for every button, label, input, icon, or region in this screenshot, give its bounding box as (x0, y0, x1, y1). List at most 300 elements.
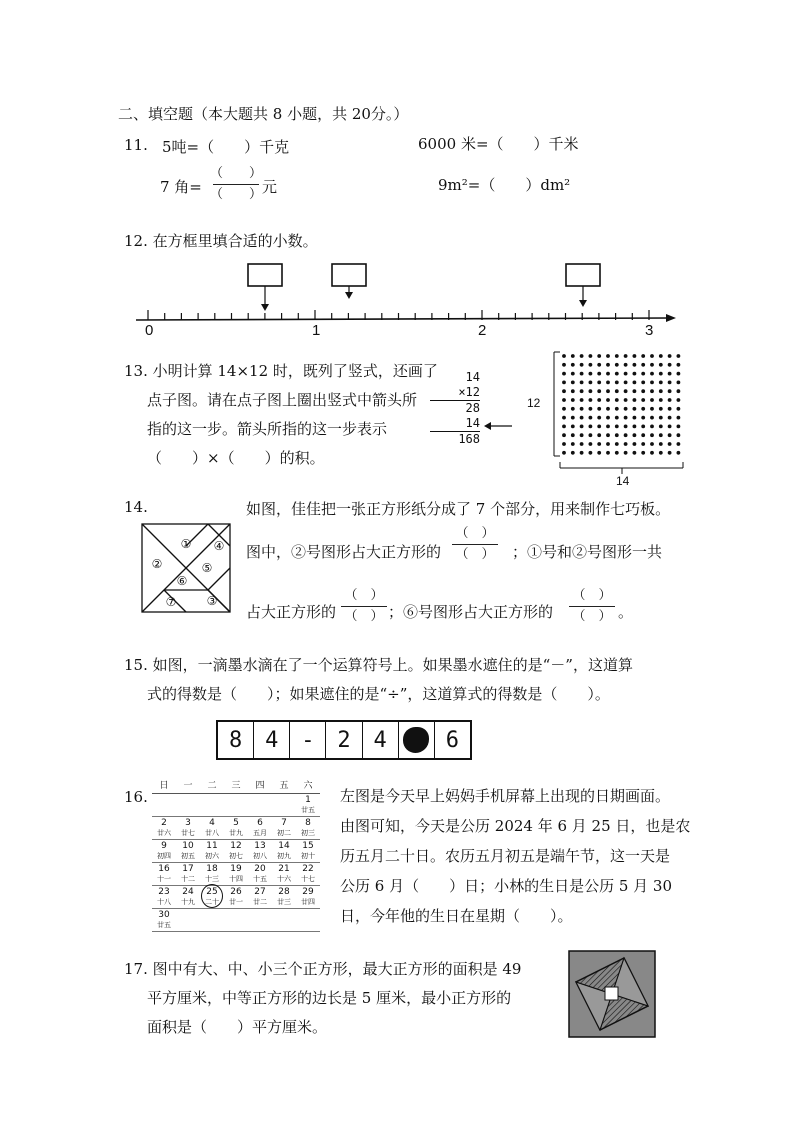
q16-line2: 由图可知，今天是公历 2024 年 6 月 25 日，也是农 (340, 817, 691, 835)
dot (668, 433, 672, 437)
calendar-day (176, 794, 200, 816)
calendar-day: 9 初四 (157, 841, 171, 860)
dot (659, 451, 663, 455)
dot-array-row-count: 12 (527, 396, 541, 410)
q16-line3: 历五月二十日。农历五月初五是端午节，这一天是 (340, 847, 671, 865)
dot (580, 451, 584, 455)
dot (615, 372, 619, 376)
calendar-day: 3 廿七 (181, 818, 195, 837)
answer-box-3 (566, 264, 600, 286)
fraction-denominator: （ ） (455, 547, 495, 562)
fraction-denominator: （ ） (210, 187, 263, 202)
dot (562, 433, 566, 437)
dot (668, 389, 672, 393)
dot (589, 433, 593, 437)
calendar-day: 4 廿八 (205, 818, 219, 837)
calendar-day: 1 廿五 (301, 795, 315, 814)
calendar-day: 6 五月 (253, 818, 267, 837)
dot (589, 354, 593, 358)
dot (580, 363, 584, 367)
dot (606, 381, 610, 385)
dot (633, 425, 637, 429)
vert-row: 14 (465, 370, 480, 384)
calendar-day: 17 十二 (181, 864, 195, 883)
dot (677, 407, 681, 411)
dot (633, 398, 637, 402)
dot (668, 381, 672, 385)
dot (571, 398, 575, 402)
q11-sqm-to-sqdm: 9m²=（ ）dm² (438, 176, 571, 194)
calendar-week-row (152, 840, 320, 863)
number-line-label-1: 1 (312, 322, 321, 339)
dot (589, 425, 593, 429)
fraction-numerator: （ ） (455, 526, 495, 541)
tangram-piece-1: ① (180, 537, 192, 551)
dot (650, 433, 654, 437)
tangram-piece-7: ⑦ (165, 595, 177, 609)
dot (571, 407, 575, 411)
dot (624, 398, 628, 402)
calendar-day (200, 794, 224, 816)
dot (650, 372, 654, 376)
number-line (0, 0, 794, 350)
calendar-weekday: 五 (279, 781, 289, 791)
dot (650, 381, 654, 385)
calendar-day: 13 初八 (253, 841, 267, 860)
dot (615, 451, 619, 455)
q16-line1: 左图是今天早上妈妈手机屏幕上出现的日期画面。 (340, 787, 671, 805)
dot (624, 381, 628, 385)
dot (580, 354, 584, 358)
calendar-week-row (152, 863, 320, 886)
dot (624, 389, 628, 393)
dot (677, 372, 681, 376)
calendar-day: 7 初二 (277, 818, 291, 837)
dot (615, 407, 619, 411)
expression-strip (216, 720, 472, 760)
calendar-day (224, 794, 248, 816)
dot (641, 416, 645, 420)
vertical-multiplication (430, 370, 480, 447)
dot (606, 389, 610, 393)
dot (633, 442, 637, 446)
calendar-day: 21 十六 (277, 864, 291, 883)
dot (668, 416, 672, 420)
q12-prompt: 12. 在方框里填合适的小数。 (124, 232, 318, 250)
calendar-week-row (152, 817, 320, 840)
dot (615, 381, 619, 385)
dot (641, 425, 645, 429)
dot (580, 372, 584, 376)
dot (650, 407, 654, 411)
dot (624, 416, 628, 420)
dot (597, 416, 601, 420)
dot (650, 398, 654, 402)
section-title: 二、填空题（本大题共 8 小题，共 20分。） (118, 105, 409, 123)
fraction-numerator: （ ） (344, 588, 384, 603)
dot (624, 425, 628, 429)
today-circle-icon (201, 884, 223, 908)
dot (580, 398, 584, 402)
q11-number: 11. (124, 136, 148, 154)
dot (641, 407, 645, 411)
q15-line1: 15. 如图，一滴墨水滴在了一个运算符号上。如果墨水遮住的是“－”，这道算 (124, 656, 633, 674)
ink-blot-icon (403, 727, 429, 753)
dot (633, 433, 637, 437)
calendar-day: 20 十五 (253, 864, 267, 883)
q11-m-to-km: 6000 米=（ ）千米 (418, 135, 579, 153)
calendar-day: 23 十八 (157, 887, 171, 906)
q13-line4: （ ）×（ ）的积。 (147, 449, 325, 467)
q16-line4: 公历 6 月（ ）日；小林的生日是公历 5 月 30 (340, 877, 673, 895)
calendar-week-row (152, 886, 320, 909)
dot (659, 433, 663, 437)
q14-line3-c: 。 (618, 603, 634, 621)
dot (633, 451, 637, 455)
calendar-day: 24 十九 (181, 887, 195, 906)
expression-cell: 4 (363, 722, 399, 758)
dot (641, 381, 645, 385)
dot (624, 442, 628, 446)
dot (633, 381, 637, 385)
dot (589, 407, 593, 411)
dot (589, 398, 593, 402)
dot (580, 433, 584, 437)
fraction-denominator: （ ） (344, 609, 384, 624)
dot (677, 363, 681, 367)
q14-fraction-blank-3 (569, 588, 615, 625)
dot (668, 363, 672, 367)
dot (659, 416, 663, 420)
dot (677, 381, 681, 385)
dot (589, 381, 593, 385)
calendar-day: 26 廿一 (229, 887, 243, 906)
vert-row: ×12 (458, 385, 480, 399)
dot (597, 363, 601, 367)
dot (677, 425, 681, 429)
calendar-weekday: 二 (207, 781, 217, 791)
vert-row: 168 (430, 431, 480, 447)
q13-line1: 13. 小明计算 14×12 时，既列了竖式，还画了 (124, 362, 438, 380)
dot (580, 381, 584, 385)
dot (668, 354, 672, 358)
q17-line2: 平方厘米，中等正方形的边长是 5 厘米，最小正方形的 (147, 989, 512, 1007)
calendar-week-row (152, 909, 320, 932)
dot (650, 389, 654, 393)
dot (606, 433, 610, 437)
dot (597, 442, 601, 446)
q16-line5: 日，今年他的生日在星期（ ）。 (340, 907, 573, 925)
dot (677, 433, 681, 437)
dot (571, 389, 575, 393)
dot (562, 442, 566, 446)
dot (659, 354, 663, 358)
dot (597, 354, 601, 358)
q14-fraction-blank-2 (341, 588, 387, 625)
calendar-day (152, 794, 176, 816)
vert-row: 28 (430, 400, 480, 416)
fraction-denominator: （ ） (572, 609, 612, 624)
tangram-diagram (140, 522, 232, 614)
calendar-day: 11 初六 (205, 841, 219, 860)
expression-cell: 8 (218, 722, 254, 758)
tangram-piece-6: ⑥ (176, 574, 188, 588)
dot (659, 398, 663, 402)
q14-line3-a: 占大正方形的 (246, 603, 337, 621)
calendar-day: 15 初十 (301, 841, 315, 860)
calendar-day: 27 廿二 (253, 887, 267, 906)
dot (659, 372, 663, 376)
dot (615, 416, 619, 420)
ink-blot-cell (399, 722, 435, 758)
dot (677, 354, 681, 358)
expression-cell: 2 (326, 722, 362, 758)
dot (624, 363, 628, 367)
calendar-weekday: 三 (231, 781, 241, 791)
dot (580, 389, 584, 393)
dot (659, 363, 663, 367)
dot (580, 425, 584, 429)
dot (606, 354, 610, 358)
q17-line3: 面积是（ ）平方厘米。 (147, 1018, 328, 1036)
dot (597, 451, 601, 455)
dot (641, 398, 645, 402)
dot (668, 372, 672, 376)
dot (659, 442, 663, 446)
dot (606, 451, 610, 455)
dot (633, 389, 637, 393)
tangram-piece-2: ② (151, 557, 163, 571)
calendar-day (296, 909, 320, 931)
dot (597, 381, 601, 385)
dot (562, 416, 566, 420)
dot (659, 381, 663, 385)
calendar-day (272, 794, 296, 816)
dot (677, 442, 681, 446)
dot (641, 451, 645, 455)
q14-number: 14. (124, 498, 148, 516)
dot (641, 363, 645, 367)
q14-line2-a: 图中，②号图形占大正方形的 (246, 543, 442, 561)
calendar-day (272, 909, 296, 931)
dot (659, 425, 663, 429)
tangram-piece-3: ③ (206, 594, 218, 608)
dot (562, 354, 566, 358)
dot (650, 442, 654, 446)
calendar-day: 28 廿三 (277, 887, 291, 906)
calendar-day (176, 909, 200, 931)
dot (597, 433, 601, 437)
q14-line3-b: ；⑥号图形占大正方形的 (388, 603, 554, 621)
calendar-day: 10 初五 (181, 841, 195, 860)
dot (641, 433, 645, 437)
calendar-day (224, 909, 248, 931)
calendar-weekday: 六 (303, 781, 313, 791)
dot (659, 389, 663, 393)
calendar-weekday: 一 (183, 781, 193, 791)
dot (624, 451, 628, 455)
dot (615, 398, 619, 402)
dot (597, 389, 601, 393)
dot (571, 363, 575, 367)
dot (589, 416, 593, 420)
q16-number: 16. (124, 788, 148, 806)
dot (677, 416, 681, 420)
dot (606, 372, 610, 376)
dot (589, 372, 593, 376)
dot (677, 389, 681, 393)
answer-box-1 (248, 264, 282, 286)
dot (650, 451, 654, 455)
dot (624, 354, 628, 358)
dot (650, 354, 654, 358)
calendar-weekday: 四 (255, 781, 265, 791)
dot-array-diagram (540, 348, 690, 478)
calendar-day: 29 廿四 (301, 887, 315, 906)
dot (659, 407, 663, 411)
calendar-day (200, 909, 224, 931)
q13-line2: 点子图。请在点子图上圈出竖式中箭头所 (147, 391, 418, 409)
dot (580, 442, 584, 446)
dot (562, 389, 566, 393)
dot (624, 433, 628, 437)
q17-line1: 17. 图中有大、中、小三个正方形，最大正方形的面积是 49 (124, 960, 522, 978)
dot (571, 451, 575, 455)
dot (597, 372, 601, 376)
dot (633, 363, 637, 367)
fraction-bar (341, 606, 387, 607)
calendar-day: 25 二十 (200, 886, 224, 908)
q13-line3: 指的这一步。箭头所指的这一步表示 (147, 420, 388, 438)
calendar-day: 16 十一 (157, 864, 171, 883)
dot (562, 363, 566, 367)
calendar-day: 5 廿九 (229, 818, 243, 837)
dot (562, 372, 566, 376)
vert-row: 14 (465, 416, 480, 430)
dot (597, 398, 601, 402)
dot (571, 425, 575, 429)
expression-cell: - (290, 722, 326, 758)
dot (589, 363, 593, 367)
calendar-day: 22 十七 (301, 864, 315, 883)
number-line-label-2: 2 (478, 322, 487, 339)
dot (668, 425, 672, 429)
dot (589, 451, 593, 455)
dot (580, 416, 584, 420)
expression-cell: 6 (445, 727, 460, 753)
q11-tons-to-kg: 5吨=（ ）千克 (162, 138, 290, 156)
calendar-day (248, 909, 272, 931)
calendar (152, 778, 320, 932)
dot (589, 389, 593, 393)
dot (571, 433, 575, 437)
dot (633, 354, 637, 358)
dot (615, 442, 619, 446)
dot (641, 389, 645, 393)
dot (650, 416, 654, 420)
number-line-label-3: 3 (645, 322, 654, 339)
fraction-bar (569, 606, 615, 607)
q15-line2: 式的得数是（ ）；如果遮住的是“÷”，这道算式的得数是（ ）。 (147, 685, 610, 703)
dot (606, 442, 610, 446)
dot (615, 389, 619, 393)
dot (606, 363, 610, 367)
dot (650, 425, 654, 429)
dot (624, 372, 628, 376)
calendar-day: 12 初七 (229, 841, 243, 860)
calendar-day (248, 794, 272, 816)
dot (606, 398, 610, 402)
dot (571, 381, 575, 385)
dot (668, 398, 672, 402)
dot (580, 407, 584, 411)
dot (641, 354, 645, 358)
fraction-numerator: （ ） (572, 588, 612, 603)
dot (562, 381, 566, 385)
dot (615, 354, 619, 358)
fraction-numerator: （ ） (210, 166, 263, 181)
calendar-day: 14 初九 (277, 841, 291, 860)
q11-yuan-unit: 元 (262, 178, 278, 196)
dot (650, 363, 654, 367)
dot (641, 442, 645, 446)
dot (597, 425, 601, 429)
dot (562, 398, 566, 402)
dot (615, 433, 619, 437)
dot (571, 372, 575, 376)
dot (668, 451, 672, 455)
dot (633, 372, 637, 376)
answer-box-2 (332, 264, 366, 286)
calendar-week-row (152, 794, 320, 817)
calendar-weekday: 日 (159, 781, 169, 791)
calendar-day: 8 初三 (301, 818, 315, 837)
dot (589, 442, 593, 446)
dot (571, 416, 575, 420)
expression-cell: 4 (254, 722, 290, 758)
q14-fraction-blank-1 (452, 526, 498, 563)
q11-jiao-label: 7 角= (160, 178, 202, 196)
q14-line1: 如图，佳佳把一张正方形纸分成了 7 个部分，用来制作七巧板。 (246, 500, 671, 518)
nested-squares-diagram (568, 950, 656, 1038)
dot (668, 442, 672, 446)
dot (606, 416, 610, 420)
dot (668, 407, 672, 411)
dot (677, 451, 681, 455)
dot (633, 416, 637, 420)
dot (562, 425, 566, 429)
dot-array-column-count: 14 (616, 474, 630, 488)
dot (606, 407, 610, 411)
dot (615, 425, 619, 429)
calendar-day: 18 十三 (205, 864, 219, 883)
q14-line2-b: ；①号和②号图形一共 (512, 543, 663, 561)
dot (562, 451, 566, 455)
dot (597, 407, 601, 411)
calendar-day: 2 廿六 (157, 818, 171, 837)
fraction-bar (452, 544, 498, 545)
tangram-piece-5: ⑤ (201, 561, 213, 575)
dot (571, 442, 575, 446)
dot (606, 425, 610, 429)
dot (571, 354, 575, 358)
calendar-day: 30 廿五 (157, 910, 171, 929)
calendar-day: 19 十四 (229, 864, 243, 883)
dot (615, 363, 619, 367)
dot (677, 398, 681, 402)
dot (562, 407, 566, 411)
dot (633, 407, 637, 411)
